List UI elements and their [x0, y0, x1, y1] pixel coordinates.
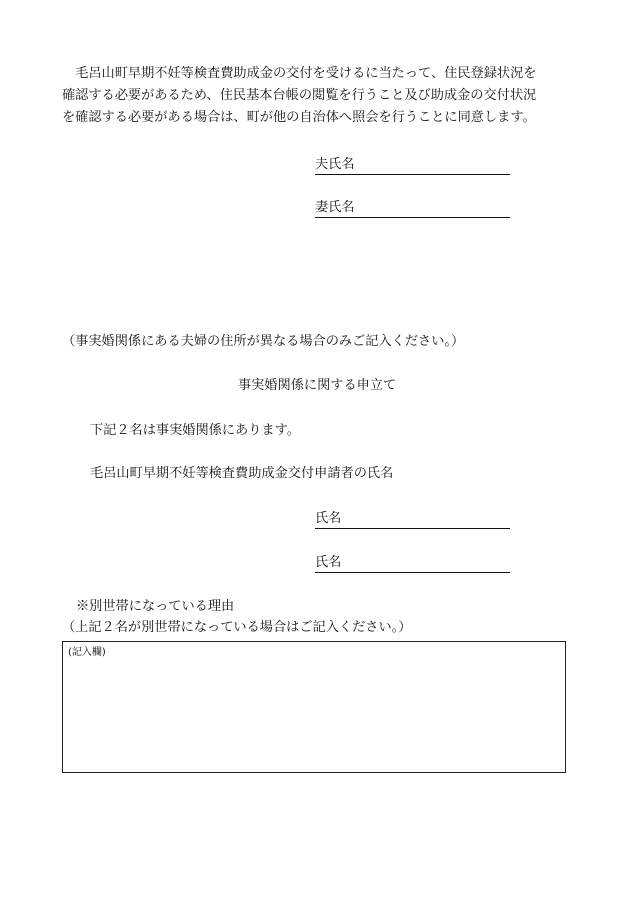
consent-line-2: 確認する必要があるため、住民基本台帳の閲覧を行うこと及び助成金の交付状況: [62, 88, 537, 103]
entry-box-label: (記入欄): [68, 647, 106, 658]
husband-name-label: 夫氏名: [315, 157, 355, 172]
wife-name-field[interactable]: [315, 199, 510, 218]
wife-name-label: 妻氏名: [315, 200, 355, 215]
applicant-heading: 毛呂山町早期不妊等検査費助成金交付申請者の氏名: [90, 466, 394, 481]
reason-heading: ※別世帯になっている理由: [76, 599, 235, 614]
reason-entry-box[interactable]: [62, 641, 566, 773]
consent-paragraph: [62, 63, 582, 129]
consent-line-3: を確認する必要がある場合は、町が他の自治体へ照会を行うことに同意します。: [62, 110, 536, 125]
reason-note: （上記２名が別世帯になっている場合はご記入ください。）: [62, 620, 412, 635]
de-facto-note: （事実婚関係にある夫婦の住所が異なる場合のみご記入ください。）: [62, 334, 465, 349]
de-facto-title: 事実婚関係に関する申立て: [238, 378, 397, 393]
applicant-name-field-1[interactable]: [315, 510, 510, 529]
applicant-name-field-2[interactable]: [315, 554, 510, 573]
name-label-2: 氏名: [315, 555, 342, 570]
de-facto-statement: 下記２名は事実婚関係にあります。: [90, 423, 300, 438]
consent-line-1: 毛呂山町早期不妊等検査費助成金の交付を受けるに当たって、住民登録状況を: [62, 66, 537, 81]
name-label-1: 氏名: [315, 511, 342, 526]
husband-name-field[interactable]: [315, 156, 510, 175]
